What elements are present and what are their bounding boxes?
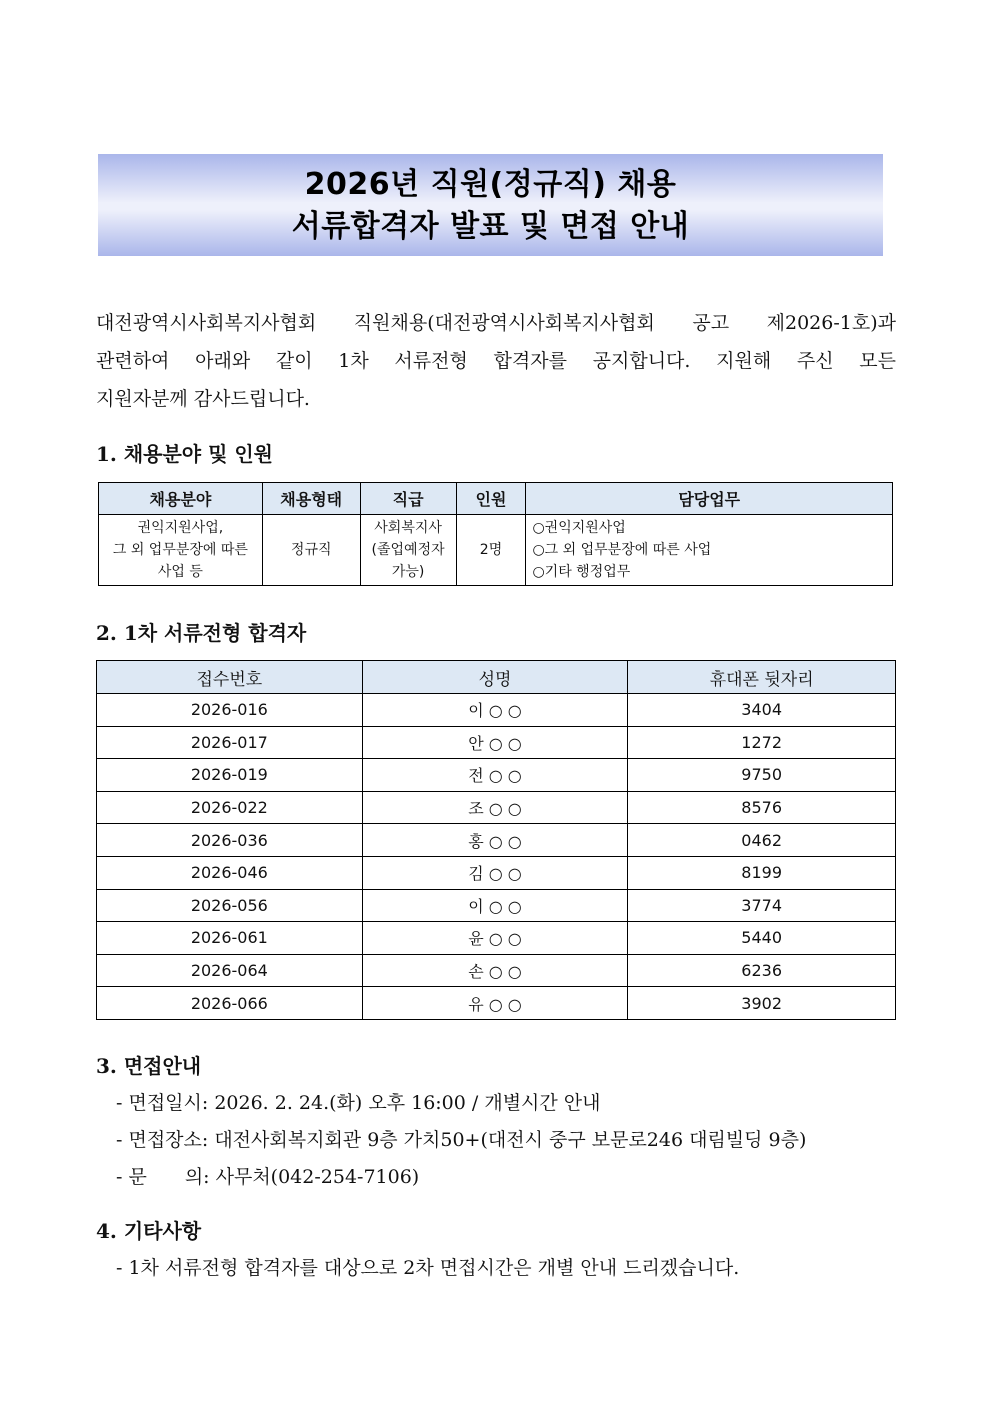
section-4-heading: 4. 기타사항 xyxy=(96,1219,202,1243)
header-receipt-number: 접수번호 xyxy=(97,661,363,694)
receipt-number: 2026-036 xyxy=(97,824,363,857)
header-phone-digits: 휴대폰 뒷자리 xyxy=(628,661,896,694)
applicant-name: 전 ○ ○ xyxy=(362,759,628,792)
header-type: 채용형태 xyxy=(262,483,360,515)
title-line-1: 2026년 직원(정규직) 채용 xyxy=(304,167,677,202)
table-row xyxy=(97,759,896,792)
phone-digits: 8576 xyxy=(628,791,896,824)
table-row xyxy=(97,954,896,987)
recruitment-row xyxy=(99,515,893,586)
phone-digits: 1272 xyxy=(628,726,896,759)
phone-digits: 3902 xyxy=(628,987,896,1020)
grade-line: 가능) xyxy=(391,564,425,580)
receipt-number: 2026-019 xyxy=(97,759,363,792)
intro-line-1: 대전광역시사회복지사협회 직원채용(대전광역시사회복지사협회 공고 제2026-1호)과 xyxy=(96,312,896,334)
field-line: 그 외 업무분장에 따른 xyxy=(112,542,248,558)
table-row xyxy=(97,987,896,1020)
phone-digits: 9750 xyxy=(628,759,896,792)
table-row xyxy=(97,824,896,857)
header-name: 성명 xyxy=(362,661,628,694)
cell-count: 2명 xyxy=(456,515,526,586)
cell-type: 정규직 xyxy=(262,515,360,586)
receipt-number: 2026-056 xyxy=(97,889,363,922)
field-line: 사업 등 xyxy=(157,564,203,580)
header-grade: 직급 xyxy=(360,483,456,515)
section-1-heading: 1. 채용분야 및 인원 xyxy=(96,442,274,466)
field-line: 권익지원사업, xyxy=(137,520,224,536)
table-row xyxy=(97,856,896,889)
grade-line: 사회복지사 xyxy=(374,520,442,536)
duty-line: ○그 외 업무분장에 따른 사업 xyxy=(532,542,712,558)
phone-digits: 5440 xyxy=(628,922,896,955)
intro-line-3: 지원자분께 감사드립니다. xyxy=(96,388,310,410)
receipt-number: 2026-046 xyxy=(97,856,363,889)
header-count: 인원 xyxy=(456,483,526,515)
interview-contact: - 문 의: 사무처(042-254-7106) xyxy=(116,1166,420,1188)
cell-duties xyxy=(526,515,893,586)
section-3-heading: 3. 면접안내 xyxy=(96,1054,202,1078)
other-note: - 1차 서류전형 합격자를 대상으로 2차 면접시간은 개별 안내 드리겠습니다. xyxy=(116,1257,740,1279)
table-row xyxy=(97,889,896,922)
table-row xyxy=(97,791,896,824)
applicant-name: 홍 ○ ○ xyxy=(362,824,628,857)
table-row xyxy=(97,726,896,759)
receipt-number: 2026-064 xyxy=(97,954,363,987)
grade-line: (졸업예정자 xyxy=(371,542,445,558)
receipt-number: 2026-016 xyxy=(97,694,363,727)
applicant-name: 이 ○ ○ xyxy=(362,889,628,922)
table-row xyxy=(97,922,896,955)
title-line-2: 서류합격자 발표 및 면접 안내 xyxy=(291,209,690,244)
header-field: 채용분야 xyxy=(99,483,263,515)
receipt-number: 2026-022 xyxy=(97,791,363,824)
intro-line-2: 관련하여 아래와 같이 1차 서류전형 합격자를 공지합니다. 지원해 주신 모든 xyxy=(96,350,896,372)
duty-line: ○기타 행정업무 xyxy=(532,564,631,580)
receipt-number: 2026-061 xyxy=(97,922,363,955)
phone-digits: 8199 xyxy=(628,856,896,889)
applicant-name: 유 ○ ○ xyxy=(362,987,628,1020)
applicant-name: 안 ○ ○ xyxy=(362,726,628,759)
passers-header-row xyxy=(97,661,896,694)
applicant-name: 이 ○ ○ xyxy=(362,694,628,727)
header-duties: 담당업무 xyxy=(526,483,893,515)
phone-digits: 3404 xyxy=(628,694,896,727)
applicant-name: 조 ○ ○ xyxy=(362,791,628,824)
passers-table xyxy=(96,660,896,1020)
applicant-name: 김 ○ ○ xyxy=(362,856,628,889)
interview-date: - 면접일시: 2026. 2. 24.(화) 오후 16:00 / 개별시간 안내 xyxy=(116,1092,601,1114)
cell-grade xyxy=(360,515,456,586)
receipt-number: 2026-017 xyxy=(97,726,363,759)
recruitment-table xyxy=(98,482,893,586)
phone-digits: 0462 xyxy=(628,824,896,857)
intro-paragraph xyxy=(96,304,896,418)
applicant-name: 윤 ○ ○ xyxy=(362,922,628,955)
title-banner xyxy=(98,154,883,256)
phone-digits: 3774 xyxy=(628,889,896,922)
cell-field xyxy=(99,515,263,586)
table-row xyxy=(97,694,896,727)
receipt-number: 2026-066 xyxy=(97,987,363,1020)
phone-digits: 6236 xyxy=(628,954,896,987)
interview-location: - 면접장소: 대전사회복지회관 9층 가치50+(대전시 중구 보문로246 대림빌딩 9층) xyxy=(116,1129,807,1151)
duty-line: ○권익지원사업 xyxy=(532,520,626,536)
recruitment-header-row xyxy=(99,483,893,515)
section-2-heading: 2. 1차 서류전형 합격자 xyxy=(96,621,307,645)
applicant-name: 손 ○ ○ xyxy=(362,954,628,987)
